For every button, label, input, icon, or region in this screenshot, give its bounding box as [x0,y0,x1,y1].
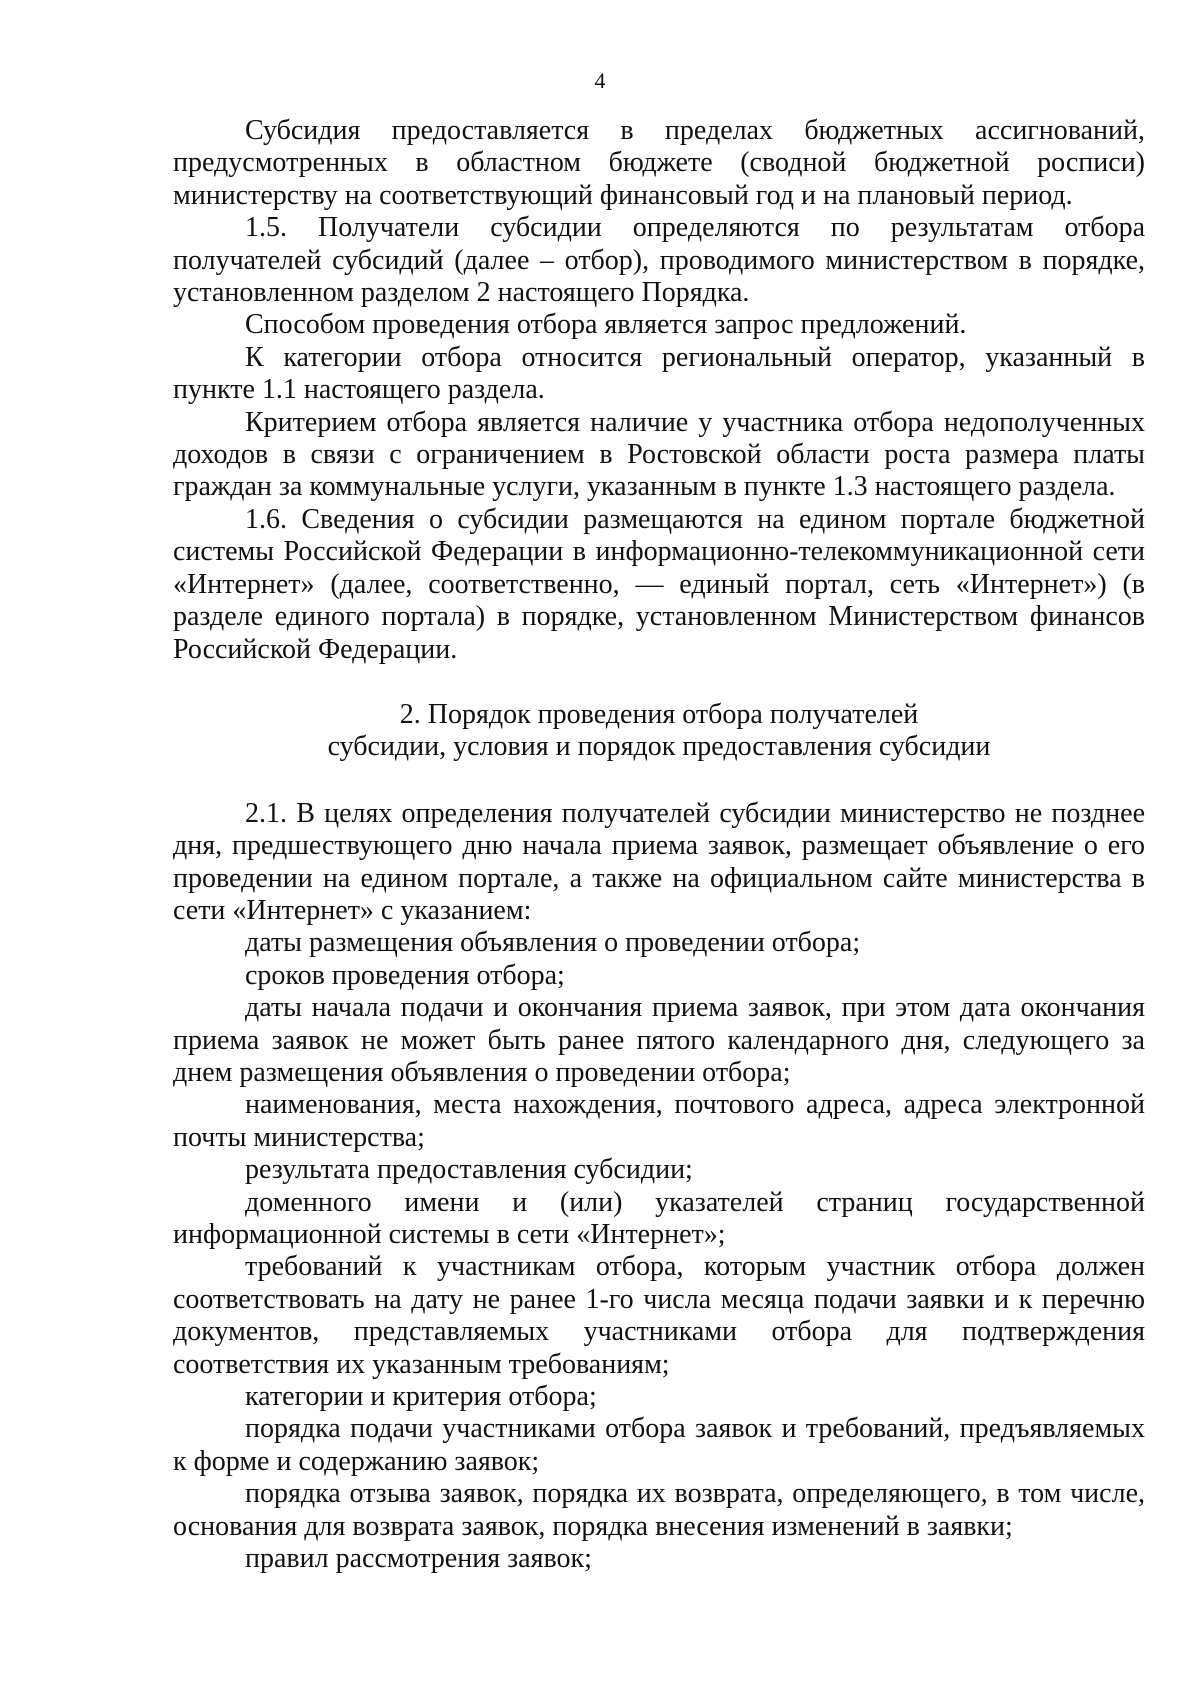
list-item: порядка подачи участниками отбора заявок и требований, предъявляемых к форме и содержанию заявок; [173,1413,1145,1477]
document-body [173,115,1145,1575]
paragraph: 1.6. Сведения о субсидии размещаются на едином портале бюджетной системы Российской Федерации в информационно-телекоммуникационной сети «Интернет» (далее, соответственно, — единый портал, сеть «Интернет») (в разделе единого портала) в порядке, установленном Министерством финансов Российской Федерации. [173,503,1145,665]
section-heading-line: субсидии, условия и порядок предоставления субсидии [327,731,991,763]
list-item: результата предоставления субсидии; [245,1154,693,1186]
paragraph: Критерием отбора является наличие у участника отбора недополученных доходов в связи с ограничением в Ростовской области роста размера платы граждан за коммунальные услуги, указанным в пункте 1.3 настоящего раздела. [173,406,1145,503]
section-heading [173,699,1145,764]
page-number: 4 [594,68,606,93]
list-item: даты начала подачи и окончания приема заявок, при этом дата окончания приема заявок не может быть ранее пятого календарного дня, следующего за днем размещения объявления о проведении отбора; [173,992,1145,1088]
list-item: даты размещения объявления о проведении отбора; [245,927,861,959]
list-item: доменного имени и (или) указателей страниц государственной информационной системы в сети «Интернет»; [173,1186,1145,1250]
paragraph: 2.1. В целях определения получателей субсидии министерство не позднее дня, предшествующего дню начала приема заявок, размещает объявление о его проведении на едином портале, а также на официальном сайте министерства в сети «Интернет» с указанием: [173,797,1145,926]
list-item: требований к участникам отбора, которым участник отбора должен соответствовать на дату не ранее 1-го числа месяца подачи заявки и к перечню документов, представляемых участниками отбора для подтверждения соответствия их указанным требованиям; [173,1251,1145,1380]
list-item: категории и критерия отбора; [245,1381,597,1413]
list-item: сроков проведения отбора; [245,959,565,991]
paragraph: Субсидия предоставляется в пределах бюджетных ассигнований, предусмотренных в областном бюджете (сводной бюджетной росписи) министерству на соответствующий финансовый год и на плановый период. [173,115,1145,211]
paragraph: К категории отбора относится региональный оператор, указанный в пункте 1.1 настоящего раздела. [173,341,1145,406]
list-item: порядка отзыва заявок, порядка их возврата, определяющего, в том числе, основания для возврата заявок, порядка внесения изменений в заявки; [173,1478,1145,1542]
list-item: наименования, места нахождения, почтового адреса, адреса электронной почты министерства; [173,1089,1145,1153]
paragraph: Способом проведения отбора является запрос предложений. [245,309,967,341]
section-heading-line: 2. Порядок проведения отбора получателей [399,698,919,730]
paragraph: 1.5. Получатели субсидии определяются по результатам отбора получателей субсидий (далее – отбор), проводимого министерством в порядке, установленном разделом 2 настоящего Порядка. [173,212,1145,309]
list-item: правил рассмотрения заявок; [245,1543,592,1575]
